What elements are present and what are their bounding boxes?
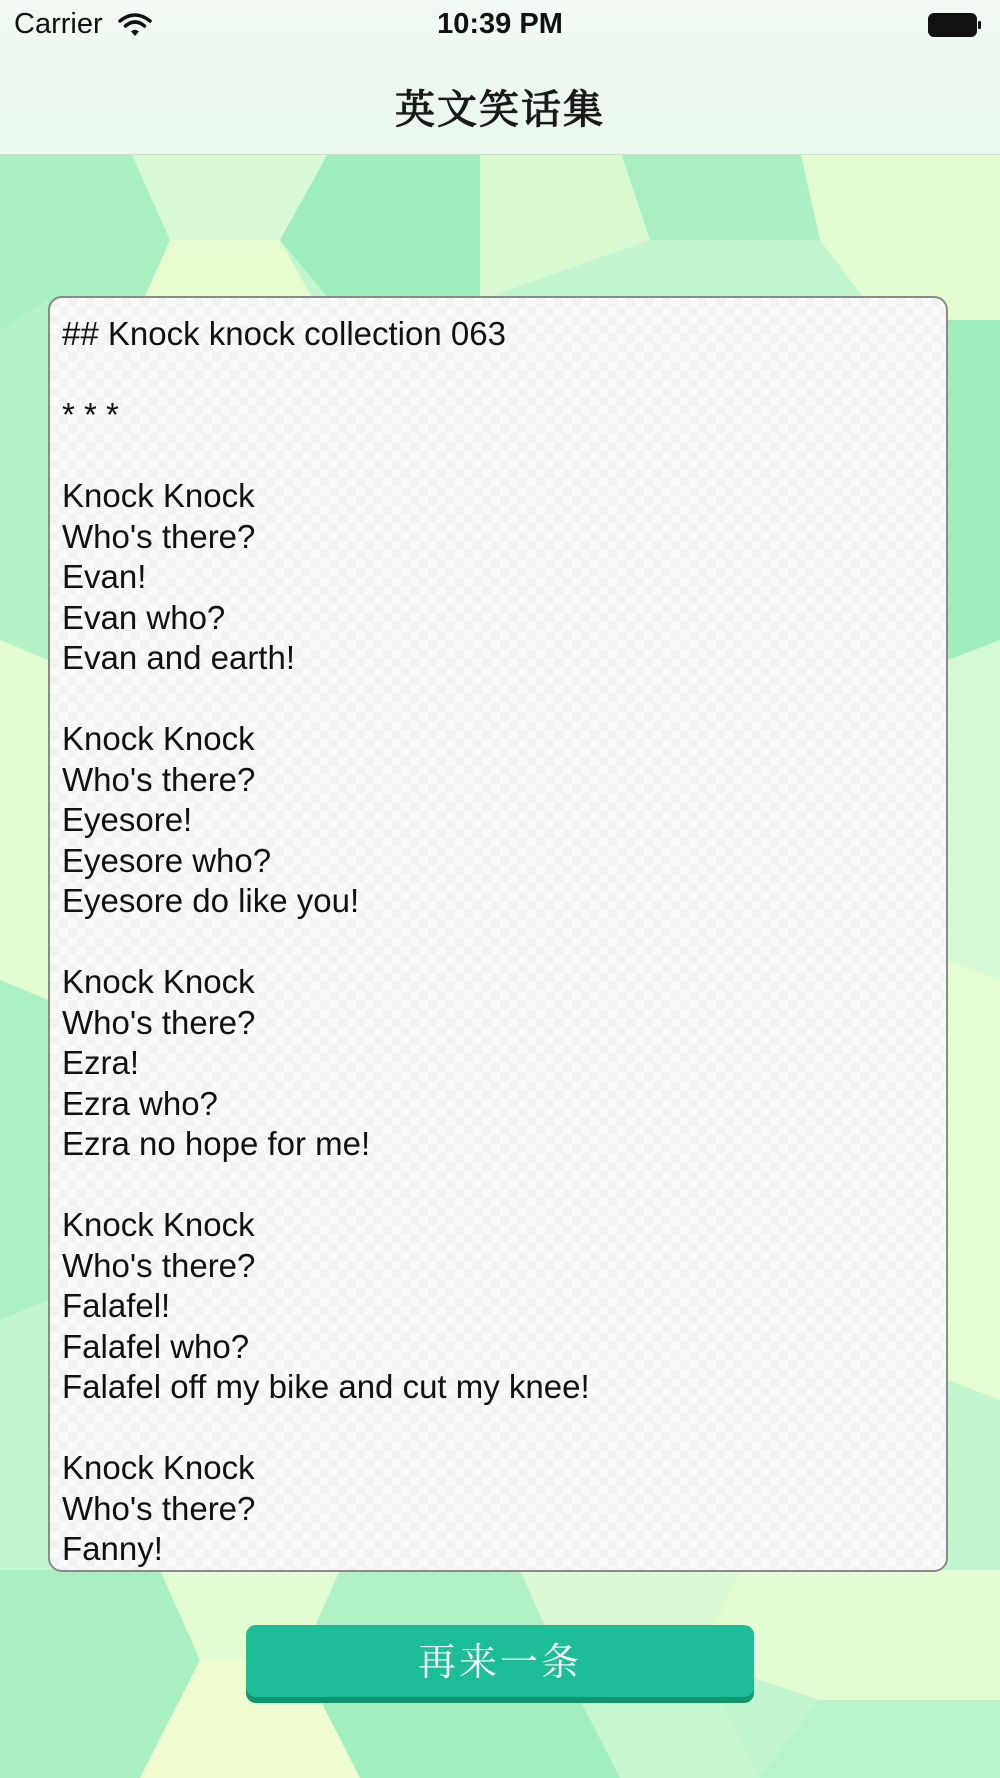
- page-title: 英文笑话集: [395, 88, 605, 132]
- navigation-bar: [0, 0, 1000, 155]
- carrier-label: Carrier: [14, 8, 103, 40]
- battery-icon: [928, 12, 982, 36]
- status-bar: [0, 0, 1000, 52]
- joke-text-view[interactable]: [48, 296, 948, 1572]
- joke-text: ## Knock knock collection 063 * * * Knock Knock Who's there? Evan! Evan who? Evan and earth! Knock Knock Who's there? Eyesore! Eyesore who? Eyesore do like you! Knock Knock Who's there? Ezra! Ezra who? Ezra no hope for me! Knock Knock Who's there? Falafel! Falafel who? Falafel off my bike and cut my knee! Knock Knock Who's there? Fanny!: [62, 315, 590, 1567]
- next-joke-button[interactable]: 再来一条: [246, 1625, 754, 1697]
- status-time: 10:39 PM: [437, 8, 563, 40]
